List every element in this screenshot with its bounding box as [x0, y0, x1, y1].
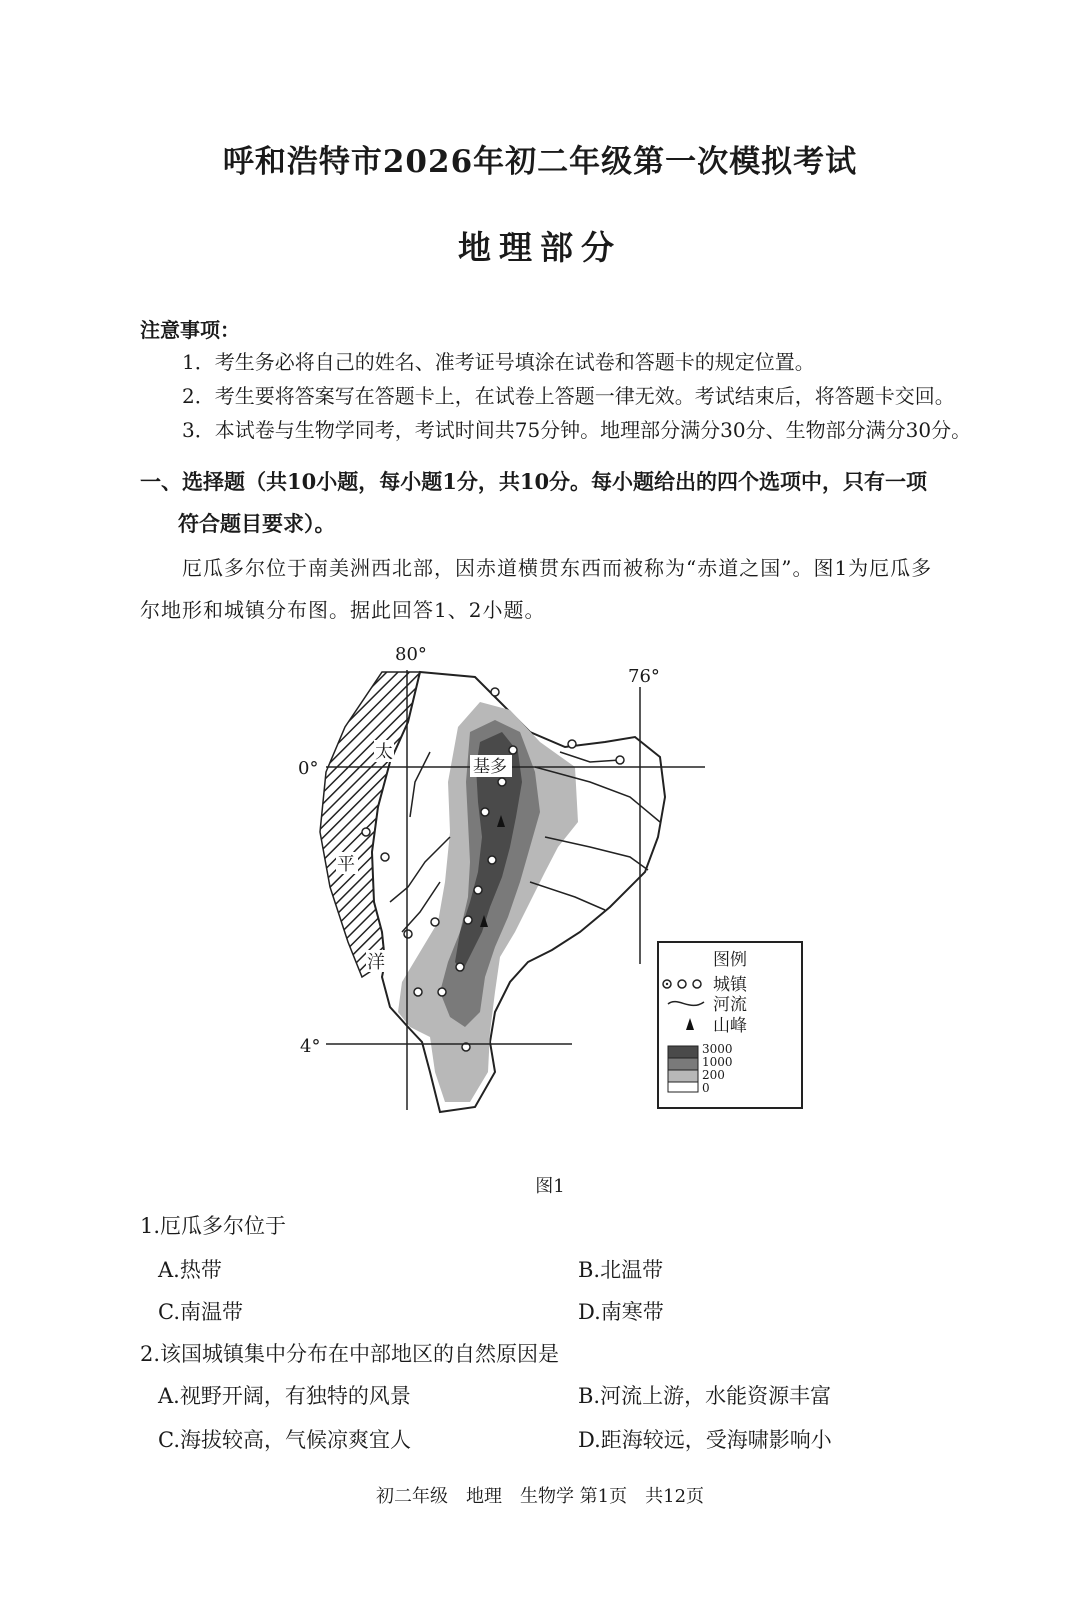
capital-quito-label: 基多: [473, 757, 507, 777]
figure-caption: 图1: [535, 1176, 565, 1197]
notice-heading: 注意事项：: [140, 318, 240, 342]
latitude-4-label: 4°: [300, 1036, 321, 1057]
section-heading-cont: 符合题目要求）。: [178, 511, 336, 536]
ocean-label-char: 洋: [367, 952, 385, 973]
option-b: B.河流上游，水能资源丰富: [578, 1384, 832, 1408]
question-stem: 2.该国城镇集中分布在中部地区的自然原因是: [140, 1342, 560, 1366]
intro-paragraph-cont: 尔地形和城镇分布图。据此回答1、2小题。: [140, 598, 546, 622]
notice-item: 2．考生要将答案写在答题卡上，在试卷上答题一律无效。考试结束后，将答题卡交回。: [182, 384, 955, 408]
ocean-label-char: 太: [375, 742, 393, 763]
legend-river: 河流: [713, 995, 747, 1015]
option-d: D.距海较远，受海啸影响小: [578, 1428, 832, 1452]
page-footer: 初二年级 地理 生物学 第1页 共12页: [375, 1486, 705, 1507]
legend-elev-1000: 1000: [702, 1055, 733, 1069]
option-b: B.北温带: [578, 1258, 664, 1282]
exam-subtitle: 地理部分: [458, 228, 622, 267]
exam-title: 呼和浩特市2026年初二年级第一次模拟考试: [222, 144, 858, 180]
notice-item: 1．考生务必将自己的姓名、准考证号填涂在试卷和答题卡的规定位置。: [182, 350, 815, 374]
legend-elev-200: 200: [702, 1068, 725, 1082]
intro-paragraph: 厄瓜多尔位于南美洲西北部，因赤道横贯东西而被称为“赤道之国”。图1为厄瓜多: [182, 556, 933, 580]
option-d: D.南寒带: [578, 1300, 664, 1324]
ocean-label-char: 平: [337, 854, 355, 875]
option-a: A.热带: [158, 1258, 222, 1282]
legend-town: 城镇: [713, 975, 747, 995]
longitude-80-label: 80°: [395, 644, 427, 665]
option-c: C.海拔较高，气候凉爽宜人: [158, 1428, 411, 1452]
notice-item: 3．本试卷与生物学同考，考试时间共75分钟。地理部分满分30分、生物部分满分30分。: [182, 418, 972, 442]
latitude-0-label: 0°: [298, 758, 319, 779]
legend-elev-3000: 3000: [702, 1042, 733, 1056]
question-stem: 1.厄瓜多尔位于: [140, 1214, 287, 1238]
map-legend: [658, 942, 802, 1108]
section-heading: 一、选择题（共10小题，每小题1分，共10分。每小题给出的四个选项中，只有一项: [140, 469, 928, 494]
option-a: A.视野开阔，有独特的风景: [158, 1384, 411, 1408]
legend-elev-0: 0: [702, 1081, 710, 1095]
option-c: C.南温带: [158, 1300, 243, 1324]
ecuador-map: [290, 632, 820, 1122]
longitude-76-label: 76°: [628, 666, 660, 687]
legend-title: 图例: [713, 950, 747, 970]
legend-peak: 山峰: [713, 1016, 747, 1036]
